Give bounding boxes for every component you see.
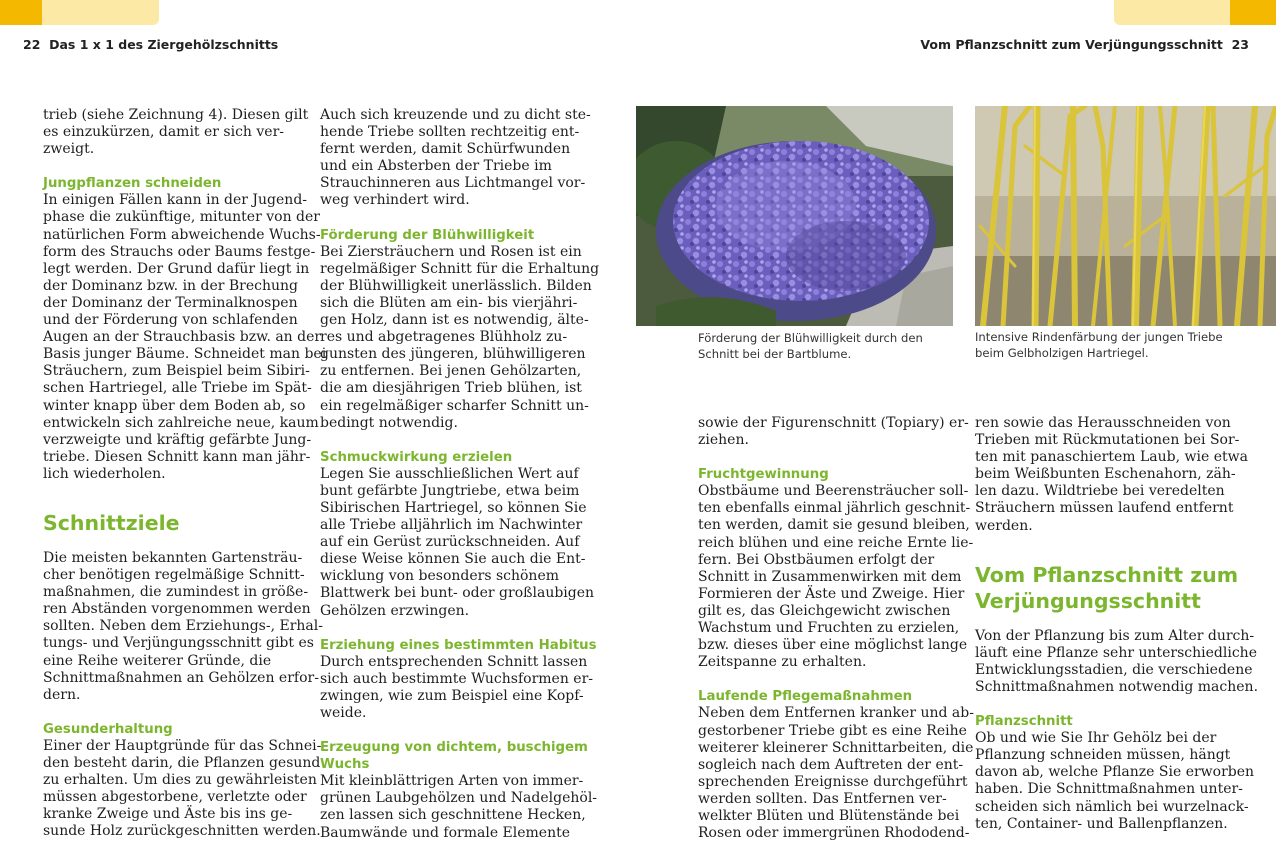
text-line: len dazu. Wildtriebe bei veredelten bbox=[975, 483, 1225, 500]
text-line: Schnittmaßnahmen notwendig machen. bbox=[975, 678, 1259, 695]
gesunderhaltung-heading: Gesunderhaltung bbox=[43, 721, 173, 737]
text-line: Schnitt in Zusammenwirken mit dem bbox=[698, 568, 962, 585]
text-line: ten ebenfalls einmal jährlich geschnit- bbox=[698, 500, 971, 517]
text-line: zen lassen sich geschnittene Hecken, bbox=[320, 807, 586, 824]
text-line: Mit kleinblättrigen Arten von immer- bbox=[320, 773, 584, 790]
text-line: welkter Blüten und Blütenstände bei bbox=[698, 807, 960, 824]
text-line: Bei Ziersträuchern und Rosen ist ein bbox=[320, 243, 582, 260]
left-page-number: 22 bbox=[23, 37, 41, 52]
text-line: Augen an der Strauchbasis bzw. an der bbox=[43, 329, 322, 346]
text-line: reich blühen und eine reiche Ernte lie- bbox=[698, 534, 974, 551]
text-line: dern. bbox=[43, 686, 81, 703]
text-line: Förderung der Blühwilligkeit durch den bbox=[698, 331, 923, 345]
text-line: form des Strauchs oder Baums festge- bbox=[43, 243, 316, 260]
text-line: den besteht darin, die Pflanzen gesund bbox=[43, 755, 321, 771]
col3-intro bbox=[698, 415, 969, 449]
text-line: Schnitt bei der Bartblume. bbox=[698, 347, 852, 361]
text-line: bunt gefärbte Jungtriebe, etwa beim bbox=[320, 482, 580, 499]
text-line: Pflanzung schneiden müssen, hängt bbox=[975, 747, 1231, 764]
left-header-title: Das 1 x 1 des Ziergehölzschnitts bbox=[49, 37, 279, 52]
text-line: gilt es, das Gleichgewicht zwischen bbox=[698, 602, 951, 619]
text-line: der Dominanz bzw. in der Brechung bbox=[43, 277, 299, 294]
text-line: Auch sich kreuzende und zu dicht ste- bbox=[320, 107, 591, 123]
text-line: ziehen. bbox=[698, 432, 749, 449]
text-line: werden. bbox=[975, 517, 1033, 534]
text-line: müssen abgestorbene, verletzte oder bbox=[43, 789, 307, 806]
text-line: Sträuchern müssen laufend entfernt bbox=[975, 500, 1234, 517]
text-line: Zeitspanne zu erhalten. bbox=[698, 654, 867, 671]
bartblume-photo bbox=[636, 106, 953, 326]
col2-dichter-wuchs-text bbox=[320, 773, 598, 841]
schmuckwirkung-heading: Schmuckwirkung erzielen bbox=[320, 449, 513, 465]
text-line: Erzeugung von dichtem, buschigem bbox=[320, 740, 588, 756]
text-line: Intensive Rindenfärbung der jungen Triebe bbox=[975, 330, 1223, 344]
text-line: ein regelmäßiger scharfer Schnitt un- bbox=[320, 397, 589, 414]
hartriegel-photo bbox=[975, 106, 1276, 326]
text-line: entwickeln sich zahlreiche neue, kaum bbox=[43, 414, 319, 431]
text-line: werden sollten. Das Entfernen ver- bbox=[698, 790, 947, 807]
text-line: sich die Blüten am ein- bis vierjähri- bbox=[320, 294, 578, 311]
text-line: trieb (siehe Zeichnung 4). Diesen gilt bbox=[43, 107, 309, 123]
text-line: Die meisten bekannten Gartensträu- bbox=[43, 549, 303, 566]
text-line: sunde Holz zurückgeschnitten werden. bbox=[43, 823, 321, 840]
schnittziele-heading: Schnittziele bbox=[43, 510, 180, 535]
text-line: Schnittmaßnahmen an Gehölzen erfor- bbox=[43, 669, 319, 686]
text-line: ten, Container- und Ballenpflanzen. bbox=[975, 815, 1228, 832]
text-line: Einer der Hauptgründe für das Schnei- bbox=[43, 737, 322, 754]
bluehwilligkeit-heading: Förderung der Blühwilligkeit bbox=[320, 227, 535, 243]
text-line: scheiden sich nämlich bei wurzelnack- bbox=[975, 798, 1249, 815]
fruchtgewinnung-heading: Fruchtgewinnung bbox=[698, 467, 829, 483]
text-line: diese Weise können Sie auch die Ent- bbox=[320, 551, 586, 568]
col1-intro bbox=[43, 107, 308, 158]
text-line: zu erhalten. Um dies zu gewährleisten bbox=[43, 772, 317, 789]
text-line: davon ab, welche Pflanze Sie erworben bbox=[975, 764, 1255, 781]
text-line: grünen Laubgehölzen und Nadelgehöl- bbox=[320, 790, 598, 807]
text-line: In einigen Fällen kann in der Jugend- bbox=[43, 192, 308, 209]
text-column-2 bbox=[320, 107, 600, 842]
left-tab-cream bbox=[42, 0, 159, 25]
text-line: Gehölzen erzwingen. bbox=[320, 602, 470, 619]
text-line: Wuchs bbox=[320, 757, 370, 773]
text-line: bzw. dieses über eine möglichst lange bbox=[698, 637, 968, 654]
col1-jungpflanzen-text bbox=[43, 192, 327, 483]
text-line: weiterer kleinerer Schnittarbeiten, die bbox=[698, 739, 974, 756]
text-line: sowie der Figurenschnitt (Topiary) er- bbox=[698, 415, 969, 431]
text-line: der Blühwilligkeit unerlässlich. Bilden bbox=[320, 277, 592, 294]
habitus-heading: Erziehung eines bestimmten Habitus bbox=[320, 637, 597, 653]
verjuengungsschnitt-heading bbox=[975, 562, 1265, 614]
text-line: sprechenden Ereignisse durchgeführt bbox=[698, 773, 968, 790]
text-line: cher benötigen regelmäßige Schnitt- bbox=[43, 567, 305, 584]
text-column-4 bbox=[975, 415, 1265, 833]
text-line: phase die zukünftige, mitunter von der bbox=[43, 209, 320, 226]
jungpflanzen-heading: Jungpflanzen schneiden bbox=[43, 176, 222, 192]
text-line: ten mit panaschiertem Laub, wie etwa bbox=[975, 449, 1248, 466]
text-line: läuft eine Pflanze sehr unterschiedliche bbox=[975, 644, 1257, 661]
pflanzschnitt-heading: Pflanzschnitt bbox=[975, 714, 1073, 730]
text-line: legt werden. Der Grund dafür liegt in bbox=[43, 260, 310, 277]
text-line: Baumwände und formale Elemente bbox=[320, 824, 571, 841]
text-column-3 bbox=[698, 415, 974, 842]
text-line: Basis junger Bäume. Schneidet man bei bbox=[43, 346, 327, 363]
text-line: bedingt notwendig. bbox=[320, 414, 458, 431]
col2-schmuckwirkung-text bbox=[320, 465, 595, 620]
col4-pflanzschnitt-text bbox=[975, 730, 1265, 833]
text-line: triebe. Diesen Schnitt kann man jähr- bbox=[43, 448, 311, 465]
text-line: und der Förderung von schlafenden bbox=[43, 312, 298, 329]
text-line: Sträuchern, zum Beispiel beim Sibiri- bbox=[43, 363, 310, 380]
text-line: lich wiederholen. bbox=[43, 465, 166, 482]
text-line: beim Weißbunten Eschenahorn, zäh- bbox=[975, 466, 1236, 483]
text-line: ten werden, damit sie gesund bleiben, bbox=[698, 517, 970, 534]
col3-fruchtgewinnung-text bbox=[698, 483, 974, 671]
text-line: haben. Die Schnittmaßnahmen unter- bbox=[975, 781, 1243, 798]
text-line: hende Triebe sollten rechtzeitig ent- bbox=[320, 124, 580, 141]
col3-pflegemassnahmen-text bbox=[698, 705, 974, 842]
text-line: ren Abständen vorgenommen werden bbox=[43, 601, 311, 618]
text-line: Rosen oder immergrünen Rhododend- bbox=[698, 825, 970, 842]
text-line: wicklung von besonders schönem bbox=[320, 568, 560, 585]
text-line: Von der Pflanzung bis zum Alter durch- bbox=[975, 627, 1255, 644]
text-line: der Dominanz der Terminalknospen bbox=[43, 294, 298, 311]
col4-intro bbox=[975, 415, 1265, 535]
text-line: Obstbäume und Beerensträucher soll- bbox=[698, 483, 969, 500]
text-line: Wachstum und Fruchten zu erzielen, bbox=[698, 620, 960, 637]
col2-habitus-text bbox=[320, 653, 594, 722]
text-line: sogleich nach dem Auftreten der ent- bbox=[698, 756, 964, 773]
right-tab-yellow bbox=[1230, 0, 1276, 25]
text-line: ren sowie das Herausschneiden von bbox=[975, 415, 1231, 431]
right-tab-cream bbox=[1114, 0, 1230, 25]
text-line: Legen Sie ausschließlichen Wert auf bbox=[320, 465, 579, 482]
text-line: Sibirischen Hartriegel, so können Sie bbox=[320, 499, 587, 516]
text-line: eine Reihe weiterer Gründe, die bbox=[43, 652, 272, 669]
text-line: Entwicklungsstadien, die verschiedene bbox=[975, 661, 1253, 678]
text-line: sich auch bestimmte Wuchsformen er- bbox=[320, 670, 594, 687]
right-header-title: Vom Pflanzschnitt zum Verjüngungsschnitt bbox=[920, 37, 1223, 52]
col1-gesunderhaltung-text bbox=[43, 737, 322, 841]
text-line: res und abgetragenes Blühholz zu- bbox=[320, 329, 568, 346]
text-line: Durch entsprechenden Schnitt lassen bbox=[320, 653, 588, 670]
text-line: verzweigte und kräftig gefärbte Jung- bbox=[43, 431, 312, 448]
text-line: regelmäßiger Schnitt für die Erhaltung bbox=[320, 260, 600, 277]
text-line: Neben dem Entfernen kranker und ab- bbox=[698, 705, 974, 722]
text-line: gestorbener Triebe gibt es eine Reihe bbox=[698, 722, 967, 739]
text-line: es einzukürzen, damit er sich ver- bbox=[43, 124, 285, 141]
text-line: beim Gelbholzigen Hartriegel. bbox=[975, 346, 1149, 360]
left-running-header bbox=[23, 37, 278, 52]
text-line: winter knapp über dem Boden ab, so bbox=[43, 397, 306, 414]
text-line: gunsten des jüngeren, blühwilligeren bbox=[320, 346, 586, 363]
text-line: fernt werden, damit Schürfwunden bbox=[320, 141, 571, 158]
text-line: gen Holz, dann ist es notwendig, älte- bbox=[320, 312, 589, 329]
col2-bluehwilligkeit-text bbox=[320, 243, 600, 432]
text-line: alle Triebe alljährlich im Nachwinter bbox=[320, 517, 583, 534]
text-line: Trieben mit Rückmutationen bei Sor- bbox=[975, 432, 1240, 449]
text-line: weg verhindert wird. bbox=[320, 192, 470, 209]
pflegemassnahmen-heading: Laufende Pflegemaßnahmen bbox=[698, 689, 913, 705]
text-line: zu entfernen. Bei jenen Gehölzarten, bbox=[320, 363, 582, 380]
text-line: Strauchinneren aus Lichtmangel vor- bbox=[320, 175, 586, 192]
text-column-1 bbox=[43, 107, 327, 840]
text-line: auf ein Gerüst zurückschneiden. Auf bbox=[320, 534, 580, 551]
right-page-number: 23 bbox=[1231, 37, 1249, 52]
text-line: Blattwerk bei bunt- oder großlaubigen bbox=[320, 585, 595, 602]
text-line: sollten. Neben dem Erziehungs-, Erhal- bbox=[43, 618, 323, 635]
text-line: Ob und wie Sie Ihr Gehölz bei der bbox=[975, 730, 1217, 747]
text-line: schen Hartriegel, alle Triebe im Spät- bbox=[43, 380, 312, 397]
col2-intro bbox=[320, 107, 591, 210]
hartriegel-caption bbox=[975, 329, 1223, 361]
bartblume-caption bbox=[698, 330, 923, 362]
text-line: tungs- und Verjüngungsschnitt gibt es bbox=[43, 635, 314, 652]
text-line: weide. bbox=[320, 705, 367, 721]
text-line: zwingen, wie zum Beispiel eine Kopf- bbox=[320, 687, 584, 704]
text-line: Vom Pflanzschnitt zum bbox=[975, 562, 1239, 587]
text-line: natürlichen Form abweichende Wuchs- bbox=[43, 226, 321, 243]
text-line: und ein Absterben der Triebe im bbox=[320, 158, 552, 175]
dichter-wuchs-heading bbox=[320, 739, 588, 773]
right-running-header bbox=[920, 37, 1249, 52]
text-line: maßnahmen, die zumindest in größe- bbox=[43, 584, 309, 601]
col4-verjuengungsschnitt-text bbox=[975, 628, 1265, 696]
text-line: Formieren der Äste und Zweige. Hier bbox=[698, 585, 965, 602]
text-line: zweigt. bbox=[43, 141, 95, 158]
col1-schnittziele-text bbox=[43, 549, 323, 704]
text-line: Verjüngungsschnitt bbox=[975, 588, 1201, 613]
text-line: die am diesjährigen Trieb blühen, ist bbox=[320, 380, 582, 397]
text-line: kranke Zweige und Äste bis ins ge- bbox=[43, 806, 293, 823]
text-line: fern. Bei Obstbäumen erfolgt der bbox=[698, 551, 935, 568]
left-tab-yellow bbox=[0, 0, 42, 25]
